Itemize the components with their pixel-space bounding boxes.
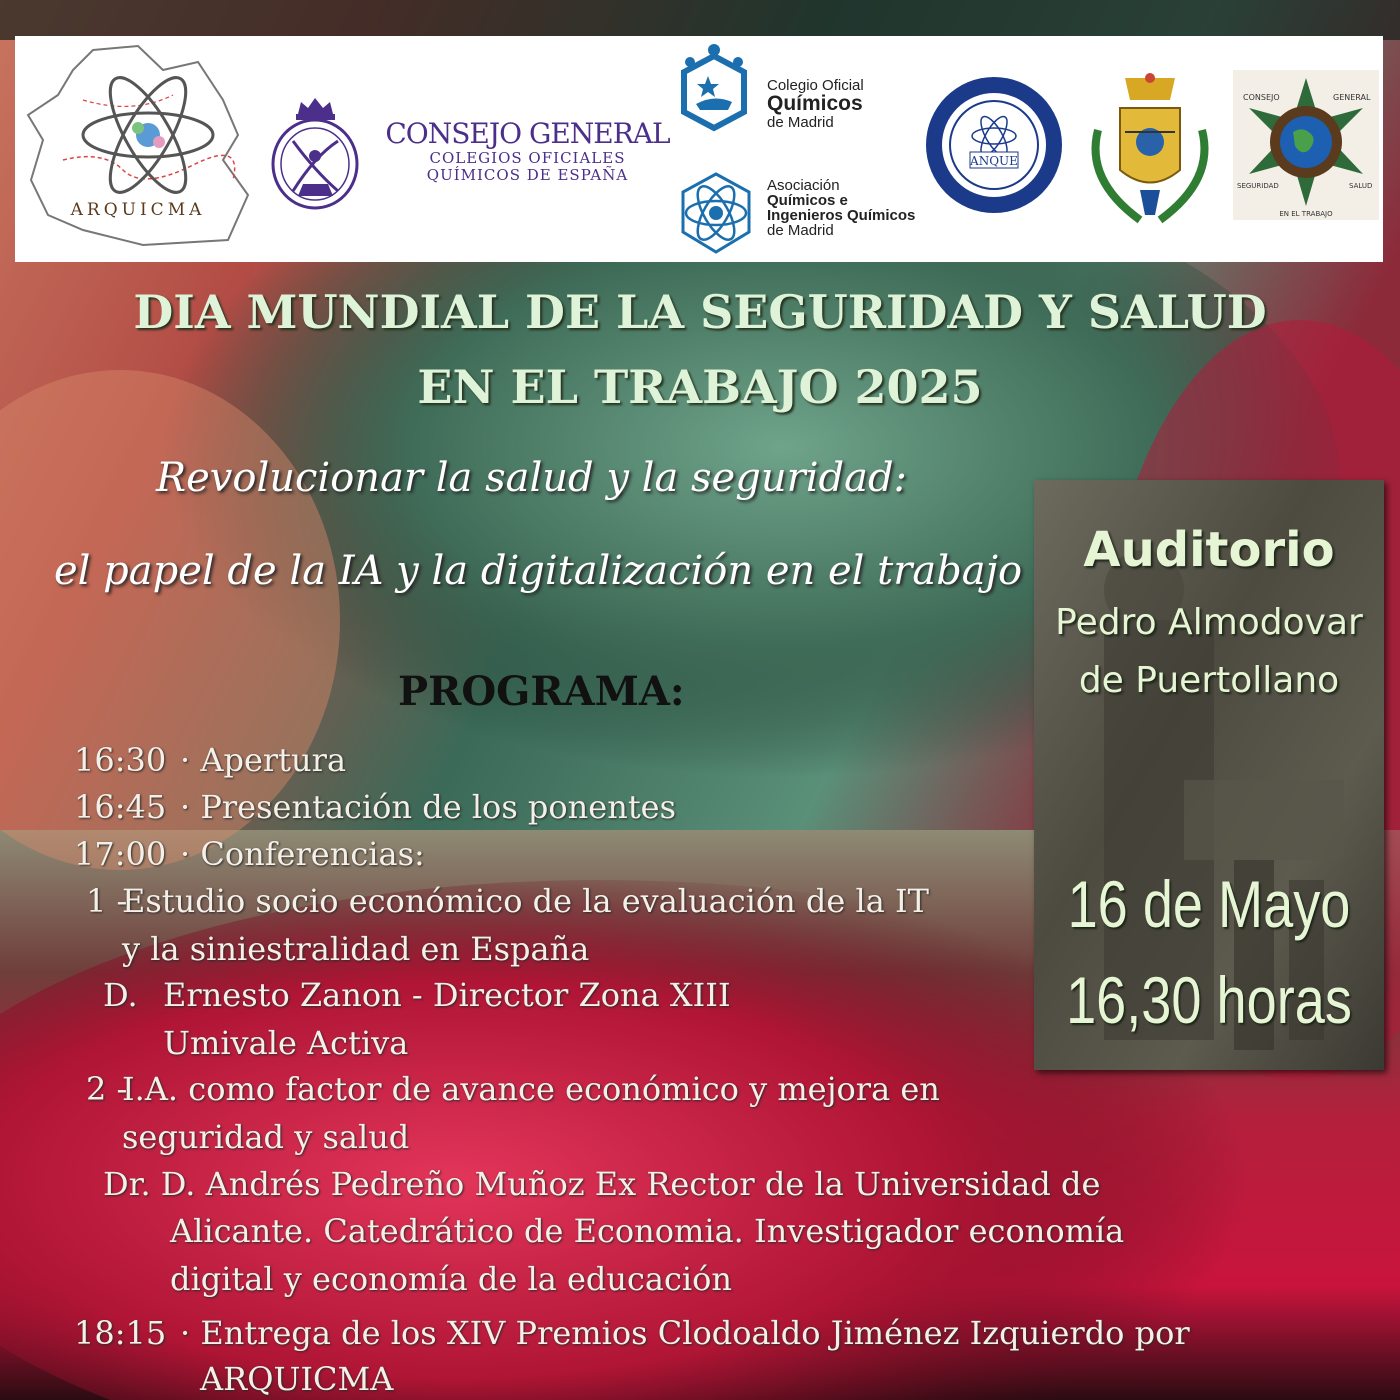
event-date: 16 de Mayo [1067, 867, 1351, 941]
talk1-speaker-line2: Umivale Activa [163, 1024, 409, 1062]
event-subtitle-line2: el papel de la IA y la digitalización en el trabajo [54, 548, 1023, 594]
schedule-time-presentacion: 16:45 [74, 788, 167, 826]
talk2-number: 2 - [86, 1070, 128, 1108]
venue-name-line2: de Puertollano [1078, 660, 1340, 701]
schedule-time-premios: 18:15 [74, 1314, 167, 1352]
event-time: 16,30 horas [1066, 963, 1352, 1037]
consejo-general-name [385, 118, 670, 184]
asociacion-madrid-text [767, 178, 915, 238]
talk1-speaker-prefix: D. [103, 976, 138, 1014]
schedule-time-conferencias: 17:00 [74, 835, 167, 873]
anque-seal-center: ANQUE [970, 154, 1018, 168]
arquicma-logo-text: ARQUICMA [70, 200, 206, 220]
talk1-title-line1: Estudio socio económico de la evaluación de la IT [122, 882, 929, 920]
colegio-line2: Químicos [767, 92, 863, 115]
arquicma-logo [23, 40, 253, 250]
talk1-speaker-line1: Ernesto Zanon - Director Zona XIII [163, 976, 731, 1014]
consejo-crest-logo [268, 96, 363, 216]
schedule-item-premios-line1: · Entrega de los XIV Premios Clodoaldo Jiménez Izquierdo por [180, 1314, 1190, 1352]
consejo-line1: CONSEJO GENERAL [385, 117, 670, 150]
colegio-line3: de Madrid [767, 114, 834, 131]
badge-text-consejo: CONSEJO [1243, 93, 1280, 102]
crest-emblem-logo [1080, 70, 1220, 230]
badge-text-seguridad: SEGURIDAD [1237, 182, 1279, 190]
asociacion-madrid-logo [675, 168, 757, 258]
talk2-speaker-line1: Dr. D. Andrés Pedreño Muñoz Ex Rector de la Universidad de [103, 1165, 1101, 1203]
schedule-item-premios-line2: ARQUICMA [200, 1360, 394, 1398]
badge-text-trabajo: EN EL TRABAJO [1279, 210, 1333, 218]
consejo-line2: COLEGIOS OFICIALES [429, 149, 626, 167]
event-subtitle-line1: Revolucionar la salud y la seguridad: [156, 455, 908, 501]
badge-text-salud: SALUD [1349, 182, 1373, 190]
programa-heading: PROGRAMA: [398, 668, 685, 715]
colegio-madrid-logo [678, 42, 750, 132]
colegio-line1: Colegio Oficial [767, 77, 864, 94]
badge-text-general: GENERAL [1333, 93, 1371, 102]
seguridad-salud-badge-logo [1233, 70, 1379, 220]
asociacion-line1: Asociación [767, 177, 840, 194]
event-title-line1: DIA MUNDIAL DE LA SEGURIDAD Y SALUD [133, 285, 1267, 339]
schedule-item-presentacion: · Presentación de los ponentes [180, 788, 677, 826]
asociacion-line3: Ingenieros Químicos [767, 207, 916, 224]
asociacion-line4: de Madrid [767, 222, 834, 239]
talk2-title-line2: seguridad y salud [122, 1118, 410, 1156]
schedule-item-apertura: · Apertura [180, 741, 347, 779]
colegio-madrid-text [767, 78, 864, 130]
talk2-speaker-line3: digital y economía de la educación [170, 1260, 732, 1298]
talk2-speaker-line2: Alicante. Catedrático de Economia. Investigador economía [170, 1212, 1125, 1250]
venue-name-line1: Pedro Almodovar [1055, 602, 1363, 643]
schedule-item-conferencias: · Conferencias: [180, 835, 425, 873]
talk1-title-line2: y la siniestralidad en España [122, 930, 590, 968]
talk2-title-line1: I.A. como factor de avance económico y mejora en [122, 1070, 940, 1108]
event-title-line2: EN EL TRABAJO 2025 [417, 360, 983, 414]
venue-label: Auditorio [1083, 522, 1335, 578]
consejo-line3: QUÍMICOS DE ESPAÑA [426, 166, 629, 184]
schedule-time-apertura: 16:30 [74, 741, 167, 779]
talk1-number: 1 - [86, 882, 128, 920]
anque-seal-logo [923, 74, 1065, 216]
asociacion-line2: Químicos e [767, 192, 848, 209]
logo-banner [15, 36, 1383, 262]
